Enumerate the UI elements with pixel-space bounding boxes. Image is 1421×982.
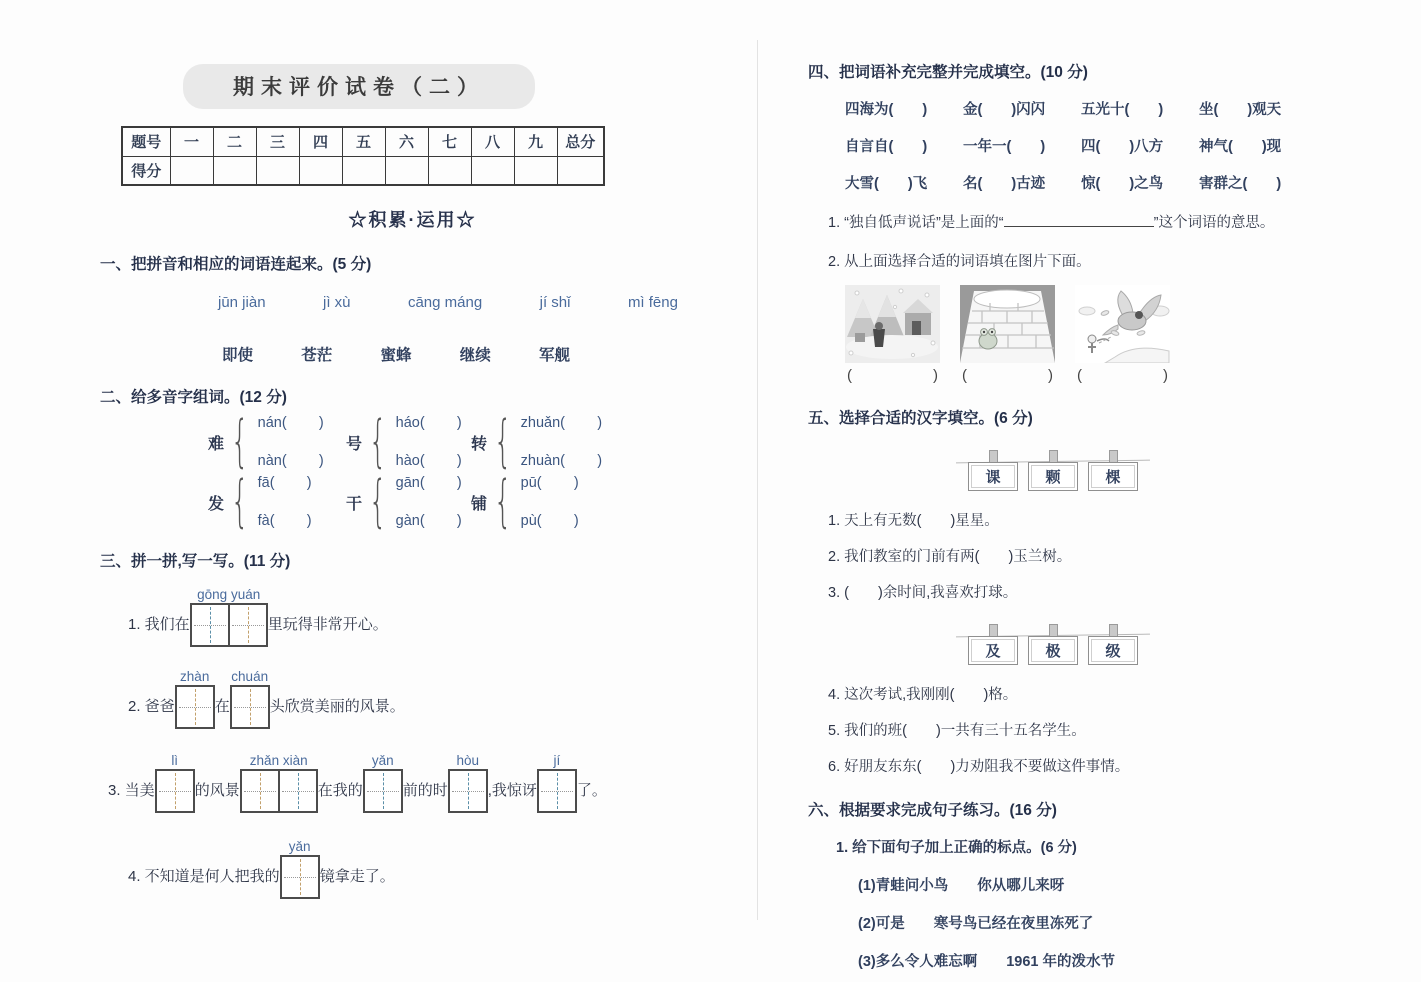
polyphone-reading: gàn( ) [395, 513, 462, 529]
writing-box [240, 769, 280, 813]
pinyin-label: lì [171, 753, 179, 768]
q6-heading: 六、根据要求完成句子练习。(16 分) [808, 802, 1057, 819]
idiom-blank: 神气( )现 [1199, 139, 1282, 155]
brace-glyph: { [230, 408, 249, 474]
figure-startled-bird [1075, 285, 1170, 384]
writing-box [175, 685, 215, 729]
snow-scene-image [845, 285, 940, 363]
pinyin-label: yǎn [288, 839, 311, 854]
paren-open: ( [847, 367, 852, 384]
idiom-blank: 五光十( ) [1081, 102, 1164, 118]
q2-groups [208, 408, 725, 534]
q1-heading: 一、把拼音和相应的词语连起来。(5 分) [100, 256, 372, 273]
paren-close: ) [1163, 367, 1168, 384]
score-empty-cell [557, 156, 604, 185]
q5-hanging-cards-2 [968, 624, 1138, 668]
figure-snow-scene [845, 285, 940, 384]
hanging-card [1028, 624, 1078, 665]
q5-item: 4. 这次考试,我刚刚( )格。 [828, 687, 1018, 703]
polyphone-reading: hào( ) [395, 453, 462, 469]
q3-sentence-4 [128, 839, 725, 899]
polyphone-reading: pū( ) [520, 475, 579, 491]
idiom-blank: 一年一( ) [963, 139, 1046, 155]
q1-word: 军舰 [538, 347, 570, 364]
q4-sub1-pre: 1. “独自低声说话”是上面的“ [828, 215, 1004, 231]
sentence-text: 前的时 [402, 782, 448, 799]
q5-hanging-cards-1 [968, 450, 1138, 494]
writing-box-group [230, 669, 270, 729]
brace-glyph: { [368, 408, 387, 474]
card-character: 及 [985, 643, 1001, 660]
q6-sentence: (1)青蛙问小鸟 你从哪儿来呀 [858, 878, 1065, 894]
card-character: 级 [1105, 643, 1121, 660]
q4-sub1-post: ”这个词语的意思。 [1153, 215, 1275, 231]
idiom-blank: 自言自( ) [845, 139, 928, 155]
q3-heading: 三、拼一拼,写一写。(11 分) [100, 553, 291, 570]
sentence-text: 在 [214, 698, 230, 715]
startled-bird-image [1075, 285, 1170, 363]
writing-box-group [240, 753, 318, 813]
q4-sub1 [828, 211, 1348, 232]
brace-glyph: { [368, 468, 387, 534]
pinyin-label: chuán [231, 669, 269, 684]
sentence-text: 1. 我们在 [128, 616, 190, 633]
writing-box-group [448, 753, 488, 813]
polyphone-group [208, 408, 346, 474]
idiom-blank: 坐( )观天 [1199, 102, 1282, 118]
polyphone-group [471, 468, 725, 534]
q3-sentence-3 [108, 753, 725, 813]
score-empty-cell [428, 156, 471, 185]
polyphone-reading: zhuǎn( ) [520, 415, 603, 431]
fill-blank-line [1004, 213, 1154, 227]
polyphone-reading: háo( ) [395, 415, 462, 431]
idiom-blank: 大雪( )飞 [845, 176, 928, 192]
q1-pinyin: jūn jiàn [218, 294, 266, 311]
sentence-text: 里玩得非常开心。 [267, 616, 388, 633]
writing-box [155, 769, 195, 813]
card-character: 课 [985, 469, 1001, 486]
writing-box [363, 769, 403, 813]
score-table-header-row [122, 127, 604, 156]
q1-word: 继续 [459, 347, 491, 364]
section-banner: ☆积累·运用☆ [348, 210, 477, 230]
hanging-card [968, 450, 1018, 491]
brace-glyph: { [493, 468, 512, 534]
polyphone-char: 发 [208, 495, 225, 513]
score-empty-cell [299, 156, 342, 185]
writing-box [448, 769, 488, 813]
writing-box [230, 685, 270, 729]
figure-frog-in-well [960, 285, 1055, 384]
polyphone-group [471, 408, 725, 474]
score-empty-cell [514, 156, 557, 185]
score-header-cell: 二 [213, 127, 256, 156]
polyphone-reading: fā( ) [257, 475, 312, 491]
frog-in-well-image [960, 285, 1055, 363]
writing-box [280, 855, 320, 899]
score-header-cell: 题号 [122, 127, 170, 156]
polyphone-char: 难 [208, 435, 225, 453]
pinyin-label: zhǎn xiàn [249, 753, 308, 768]
writing-box-group [175, 669, 215, 729]
q3-sentence-1 [128, 587, 725, 647]
card-character: 棵 [1105, 469, 1121, 486]
q5-item: 3. ( )余时间,我喜欢打球。 [828, 585, 1018, 601]
figure-caption [1075, 367, 1170, 384]
q4-idiom-row [845, 135, 1348, 156]
q1-pinyin: cāng máng [407, 294, 483, 311]
sentence-text: ,我惊讶 [487, 782, 537, 799]
sentence-text: 在我的 [317, 782, 363, 799]
q1-pinyin: mì fēng [627, 294, 678, 311]
writing-box-group [155, 753, 195, 813]
q5-item: 2. 我们教室的门前有两( )玉兰树。 [828, 549, 1072, 565]
q6-sentence: (3)多么令人难忘啊 1961 年的泼水节 [858, 954, 1116, 970]
q4-heading: 四、把词语补充完整并完成填空。(10 分) [808, 64, 1088, 81]
writing-box-group [363, 753, 403, 813]
pinyin-label: yǎn [371, 753, 394, 768]
hanging-card [1088, 450, 1138, 491]
paper-title: 期末评价试卷（二） [183, 64, 535, 109]
q4-image-row [845, 285, 1348, 384]
sentence-text: 2. 爸爸 [128, 698, 175, 715]
q5-item: 5. 我们的班( )一共有三十五名学生。 [828, 723, 1086, 739]
idiom-blank: 名( )古迹 [963, 176, 1046, 192]
q1-word: 苍茫 [301, 347, 333, 364]
q1-word: 蜜蜂 [380, 347, 412, 364]
pinyin-label: jí [553, 753, 561, 768]
polyphone-char: 号 [346, 435, 363, 453]
score-label-cell: 得分 [122, 156, 170, 185]
score-empty-cell [170, 156, 213, 185]
brace-glyph: { [230, 468, 249, 534]
hanging-card [1028, 450, 1078, 491]
score-header-cell: 八 [471, 127, 514, 156]
idiom-blank: 四海为( ) [845, 102, 928, 118]
score-empty-cell [342, 156, 385, 185]
paren-open: ( [962, 367, 967, 384]
sentence-text: 4. 不知道是何人把我的 [128, 868, 280, 885]
page-divider [757, 40, 758, 920]
polyphone-reading: nán( ) [257, 415, 324, 431]
score-header-cell: 一 [170, 127, 213, 156]
polyphone-reading: fà( ) [257, 513, 312, 529]
writing-box [190, 603, 230, 647]
score-header-cell: 五 [342, 127, 385, 156]
score-empty-cell [213, 156, 256, 185]
score-table [121, 126, 605, 186]
card-character: 颗 [1045, 469, 1061, 486]
polyphone-group [346, 408, 471, 474]
hanging-card [1088, 624, 1138, 665]
score-table-score-row [122, 156, 604, 185]
writing-box-group [190, 587, 268, 647]
q5-item: 6. 好朋友东东( )力劝阻我不要做这件事情。 [828, 759, 1130, 775]
right-page [808, 50, 1348, 971]
idiom-blank: 害群之( ) [1199, 176, 1282, 192]
left-page [100, 58, 725, 899]
idiom-blank: 惊( )之鸟 [1081, 176, 1164, 192]
hanging-card [968, 624, 1018, 665]
q6-sentence: (2)可是 寒号鸟已经在夜里冻死了 [858, 916, 1094, 932]
q4-idiom-row [845, 98, 1348, 119]
sentence-text: 了。 [576, 782, 607, 799]
paren-open: ( [1077, 367, 1082, 384]
sentence-text: 的风景 [194, 782, 240, 799]
q1-words-row [222, 343, 570, 365]
sentence-text: 头欣赏美丽的风景。 [269, 698, 405, 715]
idiom-blank: 四( )八方 [1081, 139, 1164, 155]
q1-pinyin: jì xù [323, 294, 351, 311]
q4-idiom-row [845, 172, 1348, 193]
q1-pinyin-row [218, 294, 678, 311]
polyphone-char: 干 [346, 495, 363, 513]
writing-box [228, 603, 268, 647]
sentence-text: 镜拿走了。 [319, 868, 395, 885]
q6-sub1: 1. 给下面句子加上正确的标点。(6 分) [836, 840, 1077, 856]
q5-heading: 五、选择合适的汉字填空。(6 分) [808, 410, 1033, 427]
q2-heading: 二、给多音字组词。(12 分) [100, 389, 287, 406]
pinyin-label: gōng yuán [197, 587, 261, 602]
polyphone-reading: zhuàn( ) [520, 453, 603, 469]
q1-pinyin: jí shǐ [539, 294, 571, 311]
sentence-text: 3. 当美 [108, 782, 155, 799]
polyphone-reading: nàn( ) [257, 453, 324, 469]
card-character: 极 [1045, 643, 1061, 660]
polyphone-char: 转 [471, 435, 488, 453]
score-header-cell: 九 [514, 127, 557, 156]
q4-sub2: 2. 从上面选择合适的词语填在图片下面。 [828, 254, 1091, 270]
score-empty-cell [256, 156, 299, 185]
writing-box [278, 769, 318, 813]
polyphone-reading: gān( ) [395, 475, 462, 491]
paren-close: ) [1048, 367, 1053, 384]
figure-caption [845, 367, 940, 384]
figure-caption [960, 367, 1055, 384]
paren-close: ) [933, 367, 938, 384]
score-header-cell: 三 [256, 127, 299, 156]
polyphone-reading: pù( ) [520, 513, 579, 529]
score-header-cell: 四 [299, 127, 342, 156]
polyphone-group [346, 468, 471, 534]
polyphone-group [208, 468, 346, 534]
idiom-blank: 金( )闪闪 [963, 102, 1046, 118]
score-empty-cell [471, 156, 514, 185]
score-empty-cell [385, 156, 428, 185]
score-header-cell: 七 [428, 127, 471, 156]
writing-box-group [537, 753, 577, 813]
pinyin-label: hòu [456, 753, 479, 768]
writing-box-group [280, 839, 320, 899]
score-header-cell: 总分 [557, 127, 604, 156]
q3-sentence-2 [128, 669, 725, 729]
score-header-cell: 六 [385, 127, 428, 156]
brace-glyph: { [493, 408, 512, 474]
writing-box [537, 769, 577, 813]
polyphone-char: 铺 [471, 495, 488, 513]
q1-word: 即使 [222, 347, 254, 364]
pinyin-label: zhàn [180, 669, 210, 684]
q5-item: 1. 天上有无数( )星星。 [828, 513, 999, 529]
